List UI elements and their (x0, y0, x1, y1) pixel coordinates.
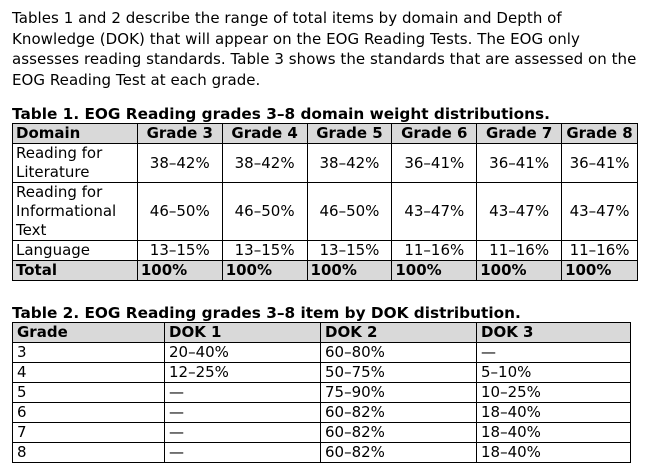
table2-header-dok1: DOK 1 (165, 323, 321, 343)
table-cell: 38–42% (137, 144, 222, 183)
table-cell: 60–82% (321, 423, 477, 443)
table-cell: 46–50% (307, 183, 392, 241)
table2-header-row (13, 323, 631, 343)
table-cell: 100% (137, 261, 222, 281)
table-cell: 3 (13, 343, 165, 363)
table-row (13, 144, 638, 183)
table-row (13, 383, 631, 403)
table-cell: — (165, 403, 321, 423)
dok-distribution-table (12, 322, 631, 463)
table-cell: 11–16% (392, 241, 477, 261)
table-cell: 8 (13, 443, 165, 463)
table-cell: 60–80% (321, 343, 477, 363)
table-cell: 50–75% (321, 363, 477, 383)
table1-header-grade6: Grade 6 (392, 124, 477, 144)
table-cell: 12–25% (165, 363, 321, 383)
table-cell: 43–47% (392, 183, 477, 241)
table1-header-grade3: Grade 3 (137, 124, 222, 144)
table-row (13, 443, 631, 463)
table2-caption: Table 2. EOG Reading grades 3–8 item by DOK distribution. (12, 304, 521, 322)
table1-header-grade8: Grade 8 (562, 124, 638, 144)
table-cell: 13–15% (307, 241, 392, 261)
table-cell: 13–15% (222, 241, 307, 261)
table2-header-dok3: DOK 3 (477, 323, 631, 343)
table-cell: 46–50% (137, 183, 222, 241)
table-cell: 20–40% (165, 343, 321, 363)
table-cell: 100% (562, 261, 638, 281)
table-cell: 18–40% (477, 403, 631, 423)
row-label: Reading for Literature (13, 144, 138, 183)
row-label: Total (13, 261, 138, 281)
table-cell: 43–47% (562, 183, 638, 241)
table-cell: 11–16% (477, 241, 562, 261)
table-cell: 100% (477, 261, 562, 281)
table1-header-grade4: Grade 4 (222, 124, 307, 144)
table-cell: — (165, 383, 321, 403)
table-cell: 11–16% (562, 241, 638, 261)
table1-header-grade5: Grade 5 (307, 124, 392, 144)
table-cell: 4 (13, 363, 165, 383)
table-cell: 38–42% (307, 144, 392, 183)
table-row (13, 363, 631, 383)
table-cell: 13–15% (137, 241, 222, 261)
table-cell: 60–82% (321, 403, 477, 423)
table2-header-grade: Grade (13, 323, 165, 343)
table-total-row (13, 261, 638, 281)
table-cell: 60–82% (321, 443, 477, 463)
table-cell: 36–41% (562, 144, 638, 183)
table-cell: 5 (13, 383, 165, 403)
intro-paragraph: Tables 1 and 2 describe the range of total items by domain and Depth of Knowledge (DOK) that will appear on the EOG Reading Tests. The EOG only assesses reading standards. Table 3 shows the standards that are assessed on the EOG Reading Test at each grade. (12, 9, 637, 89)
table1-header-row (13, 124, 638, 144)
table-cell: 43–47% (477, 183, 562, 241)
table-cell: 100% (307, 261, 392, 281)
table-cell: — (477, 343, 631, 363)
table-cell: 46–50% (222, 183, 307, 241)
table-cell: 75–90% (321, 383, 477, 403)
table1-header-grade7: Grade 7 (477, 124, 562, 144)
table-cell: 36–41% (392, 144, 477, 183)
table-row (13, 343, 631, 363)
table-cell: — (165, 443, 321, 463)
table-cell: 18–40% (477, 423, 631, 443)
table1-caption: Table 1. EOG Reading grades 3–8 domain weight distributions. (12, 105, 550, 123)
table-row (13, 183, 638, 241)
table1-header-domain: Domain (13, 124, 138, 144)
domain-weight-table (12, 123, 638, 281)
table-cell: 6 (13, 403, 165, 423)
table-cell: — (165, 423, 321, 443)
table-cell: 36–41% (477, 144, 562, 183)
table2-header-dok2: DOK 2 (321, 323, 477, 343)
table-row (13, 241, 638, 261)
table-row (13, 403, 631, 423)
table-cell: 38–42% (222, 144, 307, 183)
row-label: Reading for Informational Text (13, 183, 138, 241)
table-cell: 100% (392, 261, 477, 281)
table-cell: 100% (222, 261, 307, 281)
table-cell: 10–25% (477, 383, 631, 403)
table-cell: 7 (13, 423, 165, 443)
table-cell: 18–40% (477, 443, 631, 463)
row-label: Language (13, 241, 138, 261)
table-cell: 5–10% (477, 363, 631, 383)
table-row (13, 423, 631, 443)
